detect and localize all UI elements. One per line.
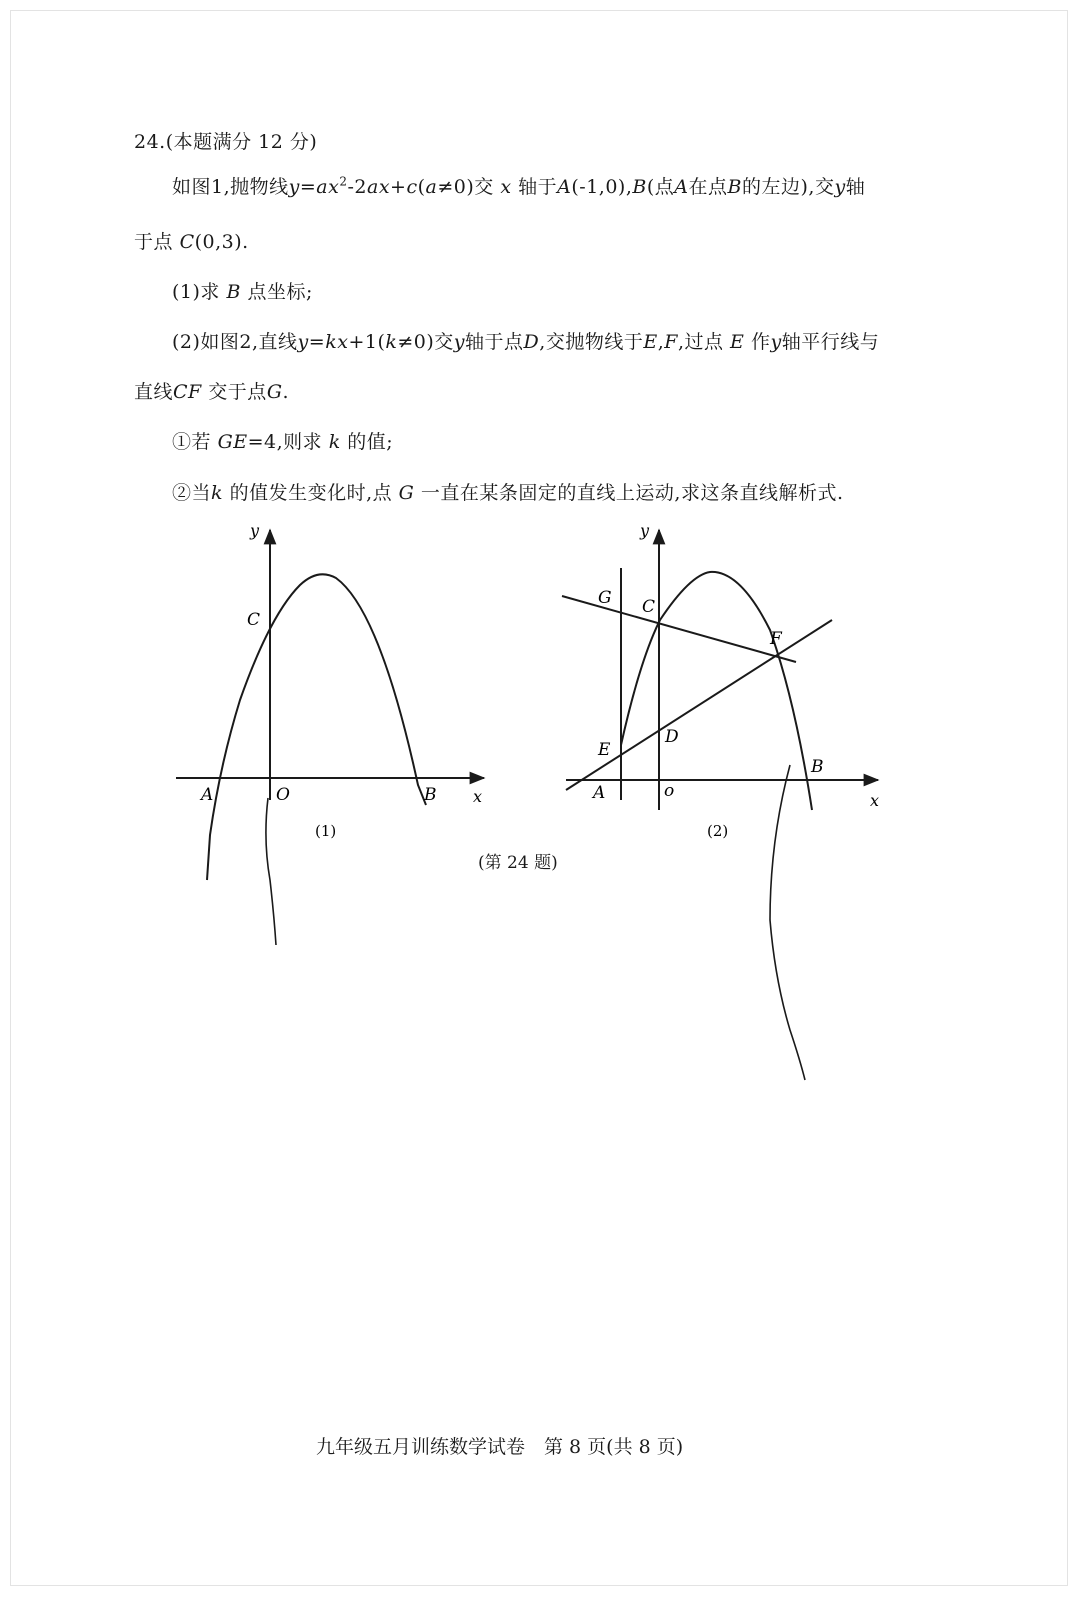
fig2-label-B: B: [811, 757, 824, 777]
fig2-label-E: E: [598, 740, 611, 760]
fig1-label-A: A: [201, 785, 214, 805]
problem-title: 24.(本题满分 12 分): [134, 131, 318, 153]
question-2-part-2: ②当k 的值发生变化时,点 G 一直在某条固定的直线上运动,求这条直线解析式.: [172, 482, 844, 504]
fig1-extension-stroke: [266, 798, 276, 945]
fig2-label-F: F: [770, 629, 782, 649]
figure-caption: (第 24 题): [478, 853, 558, 873]
fig2-label-O: o: [664, 781, 675, 801]
fig2-caption: (2): [707, 822, 729, 840]
fig1-label-O: O: [276, 785, 290, 805]
question-2-line-1: (2)如图2,直线y=kx+1(k≠0)交y轴于点D,交抛物线于E,F,过点 E 作y轴平行线与: [172, 331, 880, 353]
problem-stem-line-1: 如图1,抛物线$y=ax^2-2ax+c(a\ne 0)$交 x 轴于A(-1,0),B(点A在点B的左边),交y轴: [172, 174, 866, 198]
question-1: (1)求 B 点坐标;: [172, 281, 313, 303]
fig1-axis-x-label: x: [473, 787, 483, 806]
fig2-label-C: C: [642, 597, 656, 617]
page-footer: 九年级五月训练数学试卷 第 8 页(共 8 页): [316, 1436, 684, 1458]
question-2-part-1: ①若 GE=4,则求 k 的值;: [172, 431, 394, 453]
fig1-label-B: B: [424, 785, 437, 805]
problem-stem-line-2: 于点 C(0,3).: [134, 231, 249, 253]
fig1-label-C: C: [247, 610, 261, 630]
fig2-axis-y-label: y: [640, 521, 650, 540]
fig2-label-D: D: [665, 727, 679, 747]
fig2-extension-stroke: [770, 765, 805, 1080]
figure-2: [562, 530, 878, 1080]
fig2-label-A: A: [593, 783, 606, 803]
fig2-label-G: G: [598, 588, 612, 608]
question-2-line-2: 直线CF 交于点G.: [134, 381, 290, 403]
fig1-caption: (1): [315, 822, 337, 840]
fig1-axis-y-label: y: [250, 521, 260, 540]
figure-1: [176, 530, 484, 945]
fig2-axis-x-label: x: [870, 791, 880, 810]
